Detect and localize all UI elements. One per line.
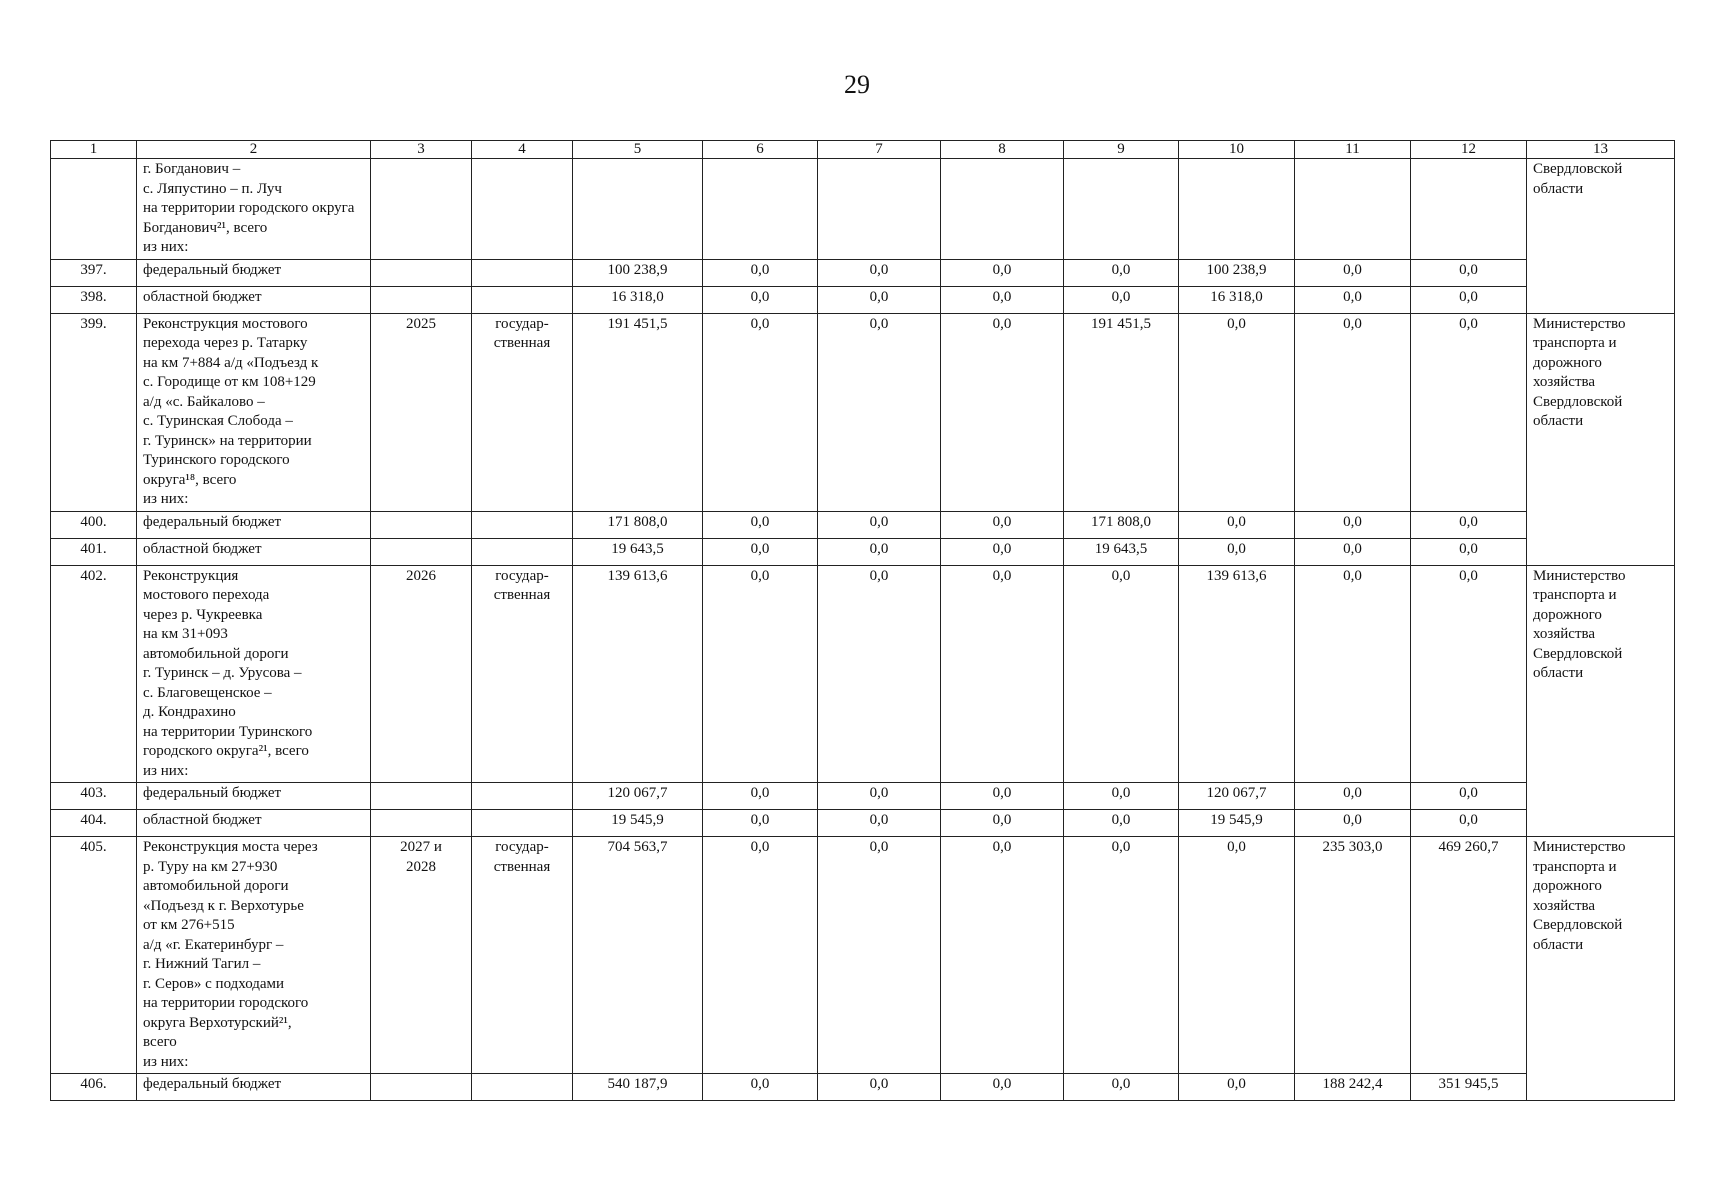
- value-cell: 191 451,5: [573, 313, 703, 511]
- value-cell: 0,0: [941, 810, 1064, 837]
- empty-cell: [472, 511, 573, 538]
- empty-cell: [1179, 159, 1295, 260]
- value-cell: 0,0: [818, 783, 941, 810]
- budget-table: [50, 140, 1675, 1101]
- value-cell: 171 808,0: [573, 511, 703, 538]
- row-number-cell: 404.: [51, 810, 137, 837]
- value-cell: 0,0: [1295, 286, 1411, 313]
- project-row: [51, 565, 1675, 783]
- value-cell: 0,0: [1179, 538, 1295, 565]
- empty-cell: [371, 159, 472, 260]
- empty-cell: [371, 783, 472, 810]
- value-cell: 0,0: [818, 313, 941, 511]
- value-cell: 0,0: [1179, 1074, 1295, 1101]
- value-cell: 0,0: [703, 538, 818, 565]
- value-cell: 0,0: [703, 783, 818, 810]
- value-cell: 0,0: [818, 259, 941, 286]
- column-header-8: 8: [941, 141, 1064, 159]
- empty-cell: [1295, 159, 1411, 260]
- value-cell: 704 563,7: [573, 837, 703, 1074]
- value-cell: 0,0: [1411, 783, 1527, 810]
- agency-cell: Министерство транспорта и дорожного хозяйства Свердловской области: [1527, 313, 1675, 565]
- value-cell: 0,0: [941, 565, 1064, 783]
- ownership-cell: государ- ственная: [472, 837, 573, 1074]
- column-header-1: 1: [51, 141, 137, 159]
- value-cell: 16 318,0: [1179, 286, 1295, 313]
- column-header-5: 5: [573, 141, 703, 159]
- row-number-cell: 399.: [51, 313, 137, 511]
- item-name-cell: федеральный бюджет: [137, 783, 371, 810]
- value-cell: 235 303,0: [1295, 837, 1411, 1074]
- value-cell: 0,0: [818, 286, 941, 313]
- row-number-cell: 397.: [51, 259, 137, 286]
- value-cell: 0,0: [703, 810, 818, 837]
- value-cell: 120 067,7: [1179, 783, 1295, 810]
- value-cell: 0,0: [1295, 313, 1411, 511]
- value-cell: 0,0: [703, 511, 818, 538]
- empty-cell: [472, 259, 573, 286]
- value-cell: 0,0: [941, 286, 1064, 313]
- empty-cell: [472, 159, 573, 260]
- value-cell: 0,0: [941, 511, 1064, 538]
- row-number-cell: 402.: [51, 565, 137, 783]
- project-name-cell: Реконструкция мостового перехода через р. Татарку на км 7+884 а/д «Подъезд к с. Городище от км 108+129 а/д «с. Байкалово – с. Туринская Слобода – г. Туринск» на территории Туринского городского округа¹⁸, всего из них:: [137, 313, 371, 511]
- row-number-cell: 398.: [51, 286, 137, 313]
- table-row: [51, 538, 1675, 565]
- table-row: [51, 1074, 1675, 1101]
- value-cell: 0,0: [941, 259, 1064, 286]
- value-cell: 0,0: [703, 259, 818, 286]
- empty-cell: [472, 538, 573, 565]
- value-cell: 0,0: [703, 313, 818, 511]
- empty-cell: [941, 159, 1064, 260]
- table-row: [51, 783, 1675, 810]
- project-row: [51, 837, 1675, 1074]
- empty-cell: [1411, 159, 1527, 260]
- item-name-cell: областной бюджет: [137, 810, 371, 837]
- value-cell: 0,0: [1295, 810, 1411, 837]
- page-number: 29: [844, 70, 870, 99]
- value-cell: 188 242,4: [1295, 1074, 1411, 1101]
- value-cell: 0,0: [1411, 511, 1527, 538]
- value-cell: 0,0: [1064, 783, 1179, 810]
- value-cell: 351 945,5: [1411, 1074, 1527, 1101]
- value-cell: 469 260,7: [1411, 837, 1527, 1074]
- project-name-cell: Реконструкция мостового перехода через р. Чукреевка на км 31+093 автомобильной дороги г. Туринск – д. Урусова – с. Благовещенское – д. Кондрахино на территории Туринского городского округа²¹, всего из них:: [137, 565, 371, 783]
- column-header-3: 3: [371, 141, 472, 159]
- implementation-years-cell: 2027 и 2028: [371, 837, 472, 1074]
- row-number-cell: 403.: [51, 783, 137, 810]
- value-cell: 0,0: [703, 837, 818, 1074]
- value-cell: 0,0: [1064, 565, 1179, 783]
- empty-cell: [472, 810, 573, 837]
- item-name-cell: федеральный бюджет: [137, 511, 371, 538]
- value-cell: 0,0: [818, 538, 941, 565]
- value-cell: 0,0: [1295, 565, 1411, 783]
- value-cell: 19 643,5: [573, 538, 703, 565]
- value-cell: 0,0: [1295, 259, 1411, 286]
- table-body: [51, 159, 1675, 1101]
- row-number-cell: [51, 159, 137, 260]
- value-cell: 0,0: [703, 1074, 818, 1101]
- value-cell: 16 318,0: [573, 286, 703, 313]
- item-name-cell: федеральный бюджет: [137, 1074, 371, 1101]
- agency-cell: Министерство транспорта и дорожного хозяйства Свердловской области: [1527, 837, 1675, 1101]
- value-cell: 139 613,6: [573, 565, 703, 783]
- value-cell: 0,0: [1411, 538, 1527, 565]
- value-cell: 0,0: [818, 565, 941, 783]
- value-cell: 191 451,5: [1064, 313, 1179, 511]
- value-cell: 0,0: [1295, 783, 1411, 810]
- value-cell: 0,0: [703, 286, 818, 313]
- column-header-12: 12: [1411, 141, 1527, 159]
- ownership-cell: государ- ственная: [472, 565, 573, 783]
- value-cell: 0,0: [941, 837, 1064, 1074]
- value-cell: 0,0: [941, 313, 1064, 511]
- table-row: [51, 810, 1675, 837]
- column-header-11: 11: [1295, 141, 1411, 159]
- value-cell: 0,0: [1064, 837, 1179, 1074]
- empty-cell: [1064, 159, 1179, 260]
- column-header-13: 13: [1527, 141, 1675, 159]
- value-cell: 19 643,5: [1064, 538, 1179, 565]
- value-cell: 139 613,6: [1179, 565, 1295, 783]
- column-header-2: 2: [137, 141, 371, 159]
- empty-cell: [371, 259, 472, 286]
- column-header-10: 10: [1179, 141, 1295, 159]
- empty-cell: [818, 159, 941, 260]
- value-cell: 171 808,0: [1064, 511, 1179, 538]
- value-cell: 0,0: [1064, 1074, 1179, 1101]
- project-name-cell: Реконструкция моста через р. Туру на км 27+930 автомобильной дороги «Подъезд к г. Верхотурье от км 276+515 а/д «г. Екатеринбург – г. Нижний Тагил – г. Серов» с подходами на территории городского округа Верхотурский²¹, всего из них:: [137, 837, 371, 1074]
- empty-cell: [472, 1074, 573, 1101]
- item-name-cell: федеральный бюджет: [137, 259, 371, 286]
- row-number-cell: 400.: [51, 511, 137, 538]
- value-cell: 0,0: [941, 538, 1064, 565]
- row-number-cell: 406.: [51, 1074, 137, 1101]
- empty-cell: [472, 286, 573, 313]
- header-row: [51, 141, 1675, 159]
- value-cell: 0,0: [941, 1074, 1064, 1101]
- value-cell: 0,0: [818, 810, 941, 837]
- item-name-cell: г. Богданович – с. Ляпустино – п. Луч на территории городского округа Богданович²¹, всего из них:: [137, 159, 371, 260]
- value-cell: 100 238,9: [573, 259, 703, 286]
- value-cell: 0,0: [1295, 538, 1411, 565]
- agency-cell: Свердловской области: [1527, 159, 1675, 314]
- empty-cell: [371, 511, 472, 538]
- item-name-cell: областной бюджет: [137, 538, 371, 565]
- value-cell: 0,0: [1179, 511, 1295, 538]
- value-cell: 540 187,9: [573, 1074, 703, 1101]
- empty-cell: [573, 159, 703, 260]
- table-row: [51, 511, 1675, 538]
- column-header-4: 4: [472, 141, 573, 159]
- ownership-cell: государ- ственная: [472, 313, 573, 511]
- column-header-6: 6: [703, 141, 818, 159]
- value-cell: 0,0: [818, 837, 941, 1074]
- value-cell: 0,0: [818, 511, 941, 538]
- value-cell: 19 545,9: [573, 810, 703, 837]
- empty-cell: [371, 1074, 472, 1101]
- value-cell: 0,0: [941, 783, 1064, 810]
- row-number-cell: 401.: [51, 538, 137, 565]
- table-row-continuation: [51, 159, 1675, 260]
- value-cell: 0,0: [1179, 837, 1295, 1074]
- empty-cell: [371, 810, 472, 837]
- table-row: [51, 259, 1675, 286]
- value-cell: 19 545,9: [1179, 810, 1295, 837]
- value-cell: 0,0: [703, 565, 818, 783]
- implementation-years-cell: 2025: [371, 313, 472, 511]
- value-cell: 0,0: [1411, 313, 1527, 511]
- empty-cell: [703, 159, 818, 260]
- empty-cell: [371, 286, 472, 313]
- value-cell: 0,0: [1179, 313, 1295, 511]
- project-row: [51, 313, 1675, 511]
- value-cell: 0,0: [1064, 259, 1179, 286]
- value-cell: 0,0: [1411, 259, 1527, 286]
- table-row: [51, 286, 1675, 313]
- implementation-years-cell: 2026: [371, 565, 472, 783]
- agency-cell: Министерство транспорта и дорожного хозяйства Свердловской области: [1527, 565, 1675, 837]
- column-header-7: 7: [818, 141, 941, 159]
- value-cell: 0,0: [1411, 810, 1527, 837]
- value-cell: 0,0: [1064, 286, 1179, 313]
- value-cell: 0,0: [1064, 810, 1179, 837]
- value-cell: 120 067,7: [573, 783, 703, 810]
- value-cell: 0,0: [818, 1074, 941, 1101]
- value-cell: 0,0: [1411, 286, 1527, 313]
- column-header-9: 9: [1064, 141, 1179, 159]
- value-cell: 0,0: [1295, 511, 1411, 538]
- empty-cell: [472, 783, 573, 810]
- empty-cell: [371, 538, 472, 565]
- item-name-cell: областной бюджет: [137, 286, 371, 313]
- value-cell: 100 238,9: [1179, 259, 1295, 286]
- row-number-cell: 405.: [51, 837, 137, 1074]
- value-cell: 0,0: [1411, 565, 1527, 783]
